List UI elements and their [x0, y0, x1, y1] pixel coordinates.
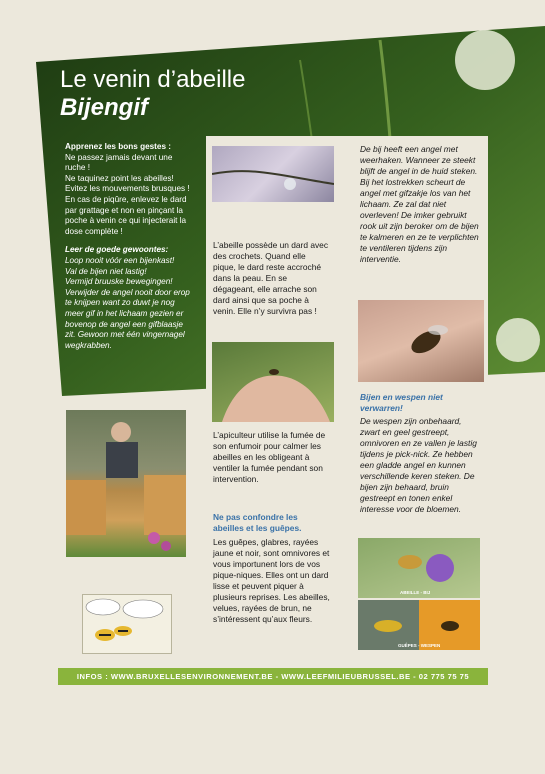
wasps-photo [358, 600, 480, 650]
nl-heading-wasps: Bijen en wespen niet verwarren! [360, 392, 443, 413]
fr-line: Ne passez jamais devant une ruche ! [65, 152, 173, 173]
fr-line: Evitez les mouvements brusques ! [65, 184, 190, 194]
nl-text-stinger: De bij heeft een angel met weerhaken. Wanneer ze steekt blijft de angel in de huid steken. Bij het lostrekken scheurt de angel met gifzakje los van het lichaam. Ze zal dat niet overleven! De imker gebruikt rook uit zijn beroker om de bijen te kalmeren en ze te verplichten te ventileren tijdens zijn interventie. [360, 144, 479, 264]
bee-on-hand-photo [212, 342, 334, 422]
stinger-drop-photo [212, 146, 334, 202]
title [60, 66, 245, 122]
bee-cartoon [82, 594, 172, 654]
nl-text-wasps: De wespen zijn onbehaard, zwart en geel gestreept, omnivoren en ze vallen je lastig tijdens je pick-nick. Ze hebben een gladde angel en kunnen verschillende keren steken. De bijen zijn behaard, bruin gestreept en tonen enkel interesse voor de bloemen. [360, 416, 477, 514]
fr-text-smoker: L’apiculteur utilise la fumée de son enfumoir pour calmer les abeilles en les obligeant à ventiler la fumée pendant son intervention. [213, 430, 326, 484]
nl-heading: Leer de goede gewoontes: [65, 245, 169, 255]
fr-text-stinger: L’abeille possède un dard avec des crochets. Quand elle pique, le dard reste accroché dans la peau. En se dégageant, elle arrache son dard ainsi que sa poche à venin. Elle n’y survivra pas ! [213, 240, 329, 316]
bee-stinging-photo [358, 300, 484, 382]
fr-heading: Apprenez les bons gestes : [65, 142, 172, 151]
bee-flower-photo [358, 538, 480, 598]
column-french [206, 136, 354, 666]
nl-line: Loop nooit vóór een bijenkast! [65, 255, 175, 265]
fr-text-wasps: Les guêpes, glabres, rayées jaune et noir, sont omnivores et vous importunent lors de vos pique-niques. Elles ont un dard lisse et peuvent piquer à plusieurs reprises. Les abeilles, velues, rayées de brun, ne s’intéressent qu’aux fleurs. [213, 537, 330, 624]
caption-wasps: GUÊPES - WESPEN [398, 643, 441, 648]
column-dutch [354, 136, 488, 666]
nl-line: Verwijder de angel nooit door erop te knijpen want zo duwt je nog meer gif in het lichaam gezien er bovenop de angel een gifblaasje zit. Gewoon met één vingernagel wegkrabben. [65, 287, 190, 350]
left-text [65, 142, 195, 359]
footer-infos: INFOS : WWW.BRUXELLESENVIRONNEMENT.BE - WWW.LEEFMILIEUBRUSSEL.BE - 02 775 75 75 [58, 668, 488, 685]
caption-bee: ABEILLE - BIJ [400, 590, 431, 595]
nl-line: Val de bijen niet lastig! [65, 266, 147, 276]
title-nl: Bijengif [60, 94, 148, 121]
title-fr: Le venin d’abeille [60, 66, 246, 93]
fr-heading-wasps: Ne pas confondre les abeilles et les guêpes. [213, 512, 302, 533]
beekeeper-photo [66, 410, 186, 557]
fr-line: En cas de piqûre, enlevez le dard par grattage et non en pinçant la poche à venin ce qui injecterait la dose complète ! [65, 194, 187, 236]
fr-line: Ne taquinez point les abeilles! [65, 173, 174, 183]
nl-line: Vermijd bruuske bewegingen! [65, 277, 173, 287]
